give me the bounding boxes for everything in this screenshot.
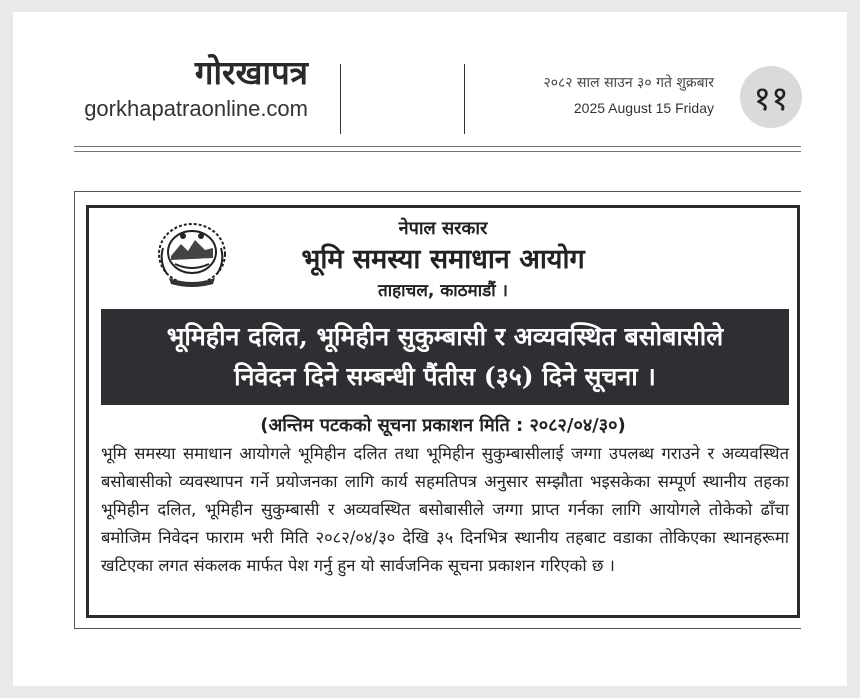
commission-name: भूमि समस्या समाधान आयोग [301,244,585,275]
website-url[interactable]: gorkhapatraonline.com [84,96,308,121]
date-block [480,73,714,116]
brand-block [62,52,308,122]
notice-title-line-2: निवेदन दिने सम्बन्धी पैंतीस (३५) दिने सूचना । [234,362,656,391]
notice-title-line-1: भूमिहीन दलित, भूमिहीन सुकुम्बासी र अव्यवस्थित बसोबासीले [166,322,724,351]
header-divider-right [464,64,465,134]
header-rule-top [74,146,801,147]
government-label: नेपाल सरकार [398,218,488,239]
publish-date: (अन्तिम पटकको सूचना प्रकाशन मिति : २०८२/०४/३०) [260,415,626,436]
date-english: 2025 August 15 Friday [573,100,714,116]
notice-body: भूमि समस्या समाधान आयोगले भूमिहीन दलित तथा भूमिहीन सुकुम्बासीलाई जग्गा उपलब्ध गराउने र अव्यवस्थित बसोबासीको व्यवस्थापन गर्ने प्रयोजनका लागि कार्य सहमतिपत्र अनुसार सम्झौता भइसकेका सम्पूर्ण स्थानीय तहका भूमिहीन दलित, भूमिहीन सुकुम्बासी र अव्यवस्थित बसोबासीले जग्गा प्राप्त गर्नका लागि आयोगले तोकेको ढाँचा बमोजिम निवेदन फाराम भरी मिति २०८२/०४/३० देखि ३५ दिनभित्र स्थानीय तहबाट वडाका तोकिएका स्थानहरूमा खटिएका लगत संकलक मार्फत पेश गर्नु हुन यो सार्वजनिक सूचना प्रकाशन गरिएको छ । [101,444,789,575]
notice-title-banner [101,309,789,405]
commission-location: ताहाचल, काठमाडौं । [378,281,508,301]
date-nepali: २०८२ साल साउन ३० गते शुक्रबार [543,75,714,91]
masthead-title: गोरखापत्र [194,53,308,92]
header-rule-bottom [74,151,801,152]
public-notice [86,205,800,618]
header-divider-left [340,64,341,134]
page-number-badge: ११ [740,66,802,128]
